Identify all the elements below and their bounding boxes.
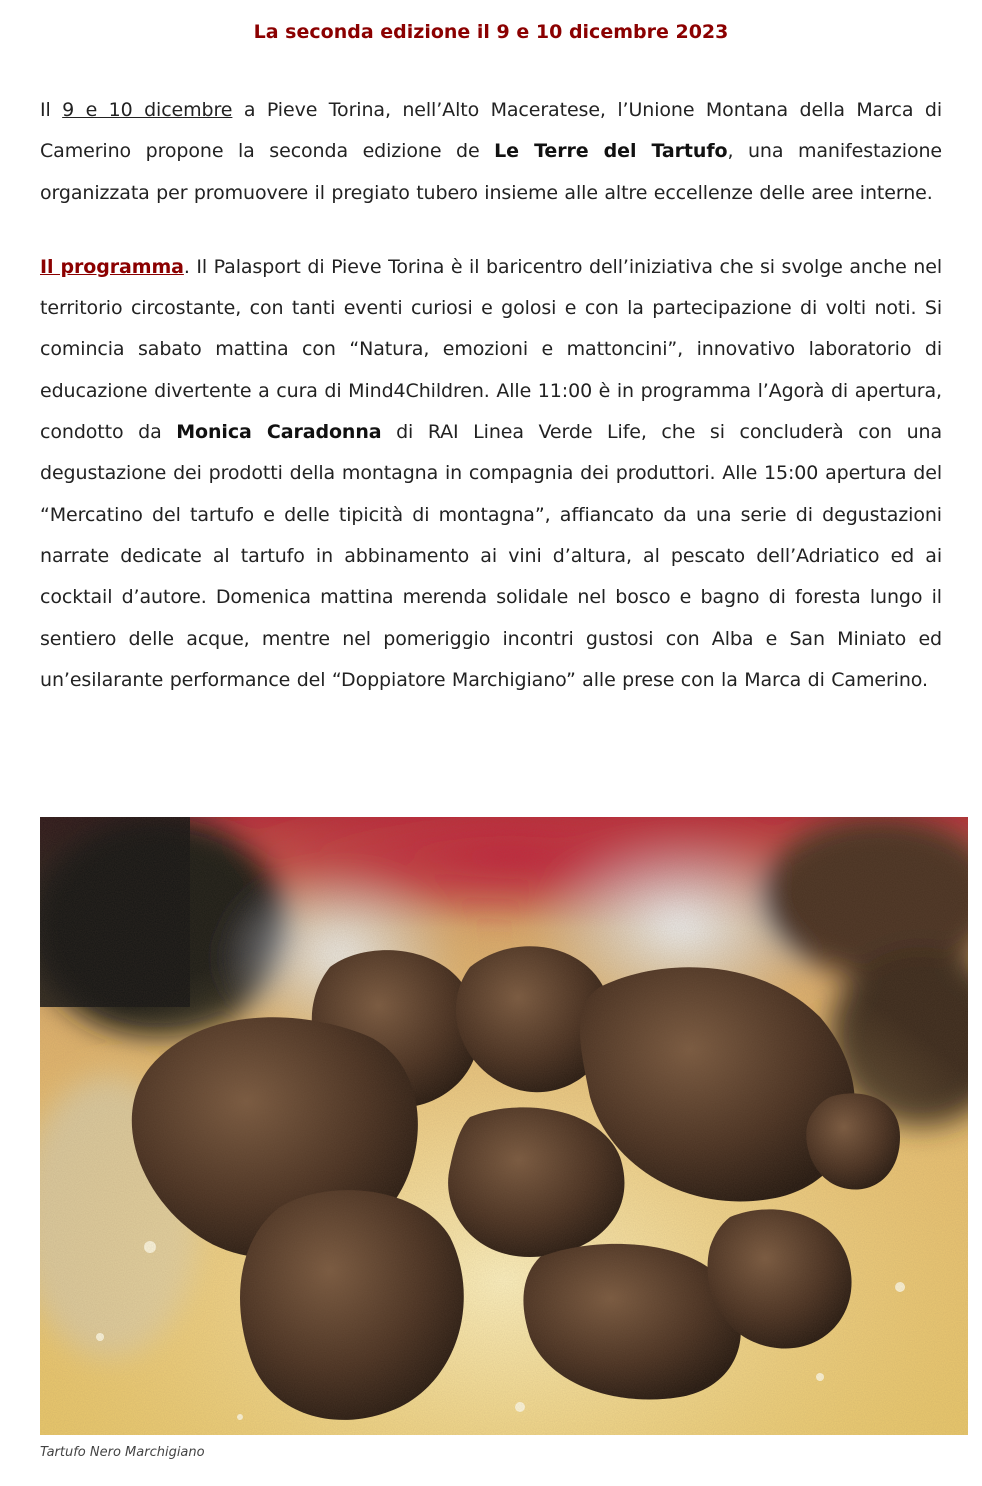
program-paragraph bbox=[40, 247, 942, 701]
program-text-2: di RAI Linea Verde Life, che si concluderà con una degustazione dei prodotti della montagna in compagnia dei produttori. Alle 15:00 apertura del “Mercatino del tartufo e delle tipicità di montagna”, affiancato da una serie di degustazioni narrate dedicate al tartufo in abbinamento ai vini d’altura, al pescato dell’Adriatico ed ai cocktail d’autore. Domenica mattina merenda solidale nel bosco e bagno di foresta lungo il sentiero delle acque, mentre nel pomeriggio incontri gustosi con Alba e San Miniato ed un’esilarante performance del “Doppiatore Marchigiano” alle prese con la Marca di Camerino. bbox=[40, 421, 942, 691]
program-text-1: . Il Palasport di Pieve Torina è il baricentro dell’iniziativa che si svolge anche nel territorio circostante, con tanti eventi curiosi e golosi e con la partecipazione di volti noti. Si comincia sabato mattina con “Natura, emozioni e mattoncini”, innovativo laboratorio di educazione divertente a cura di Mind4Children. Alle 11:00 è in programma l’Agorà di apertura, condotto da bbox=[40, 255, 942, 444]
article-subtitle: La seconda edizione il 9 e 10 dicembre 2023 bbox=[253, 21, 729, 43]
intro-text-2: a Pieve Torina, nell’Alto Maceratese, l’Unione Montana della Marca di Camerino propone la seconda edizione de bbox=[40, 99, 943, 163]
intro-paragraph bbox=[40, 90, 942, 214]
event-name: Le Terre del Tartufo bbox=[494, 140, 728, 163]
photo-caption: Tartufo Nero Marchigiano bbox=[40, 1445, 205, 1460]
programma-link[interactable]: Il programma bbox=[40, 255, 184, 278]
intro-text-1: Il bbox=[40, 99, 63, 121]
host-name: Monica Caradonna bbox=[176, 421, 382, 444]
intro-text-3: , una manifestazione organizzata per promuovere il pregiato tubero insieme alle altre eccellenze delle aree interne. bbox=[40, 140, 943, 204]
truffle-photo bbox=[40, 817, 968, 1435]
date-link[interactable]: 9 e 10 dicembre bbox=[62, 99, 233, 121]
